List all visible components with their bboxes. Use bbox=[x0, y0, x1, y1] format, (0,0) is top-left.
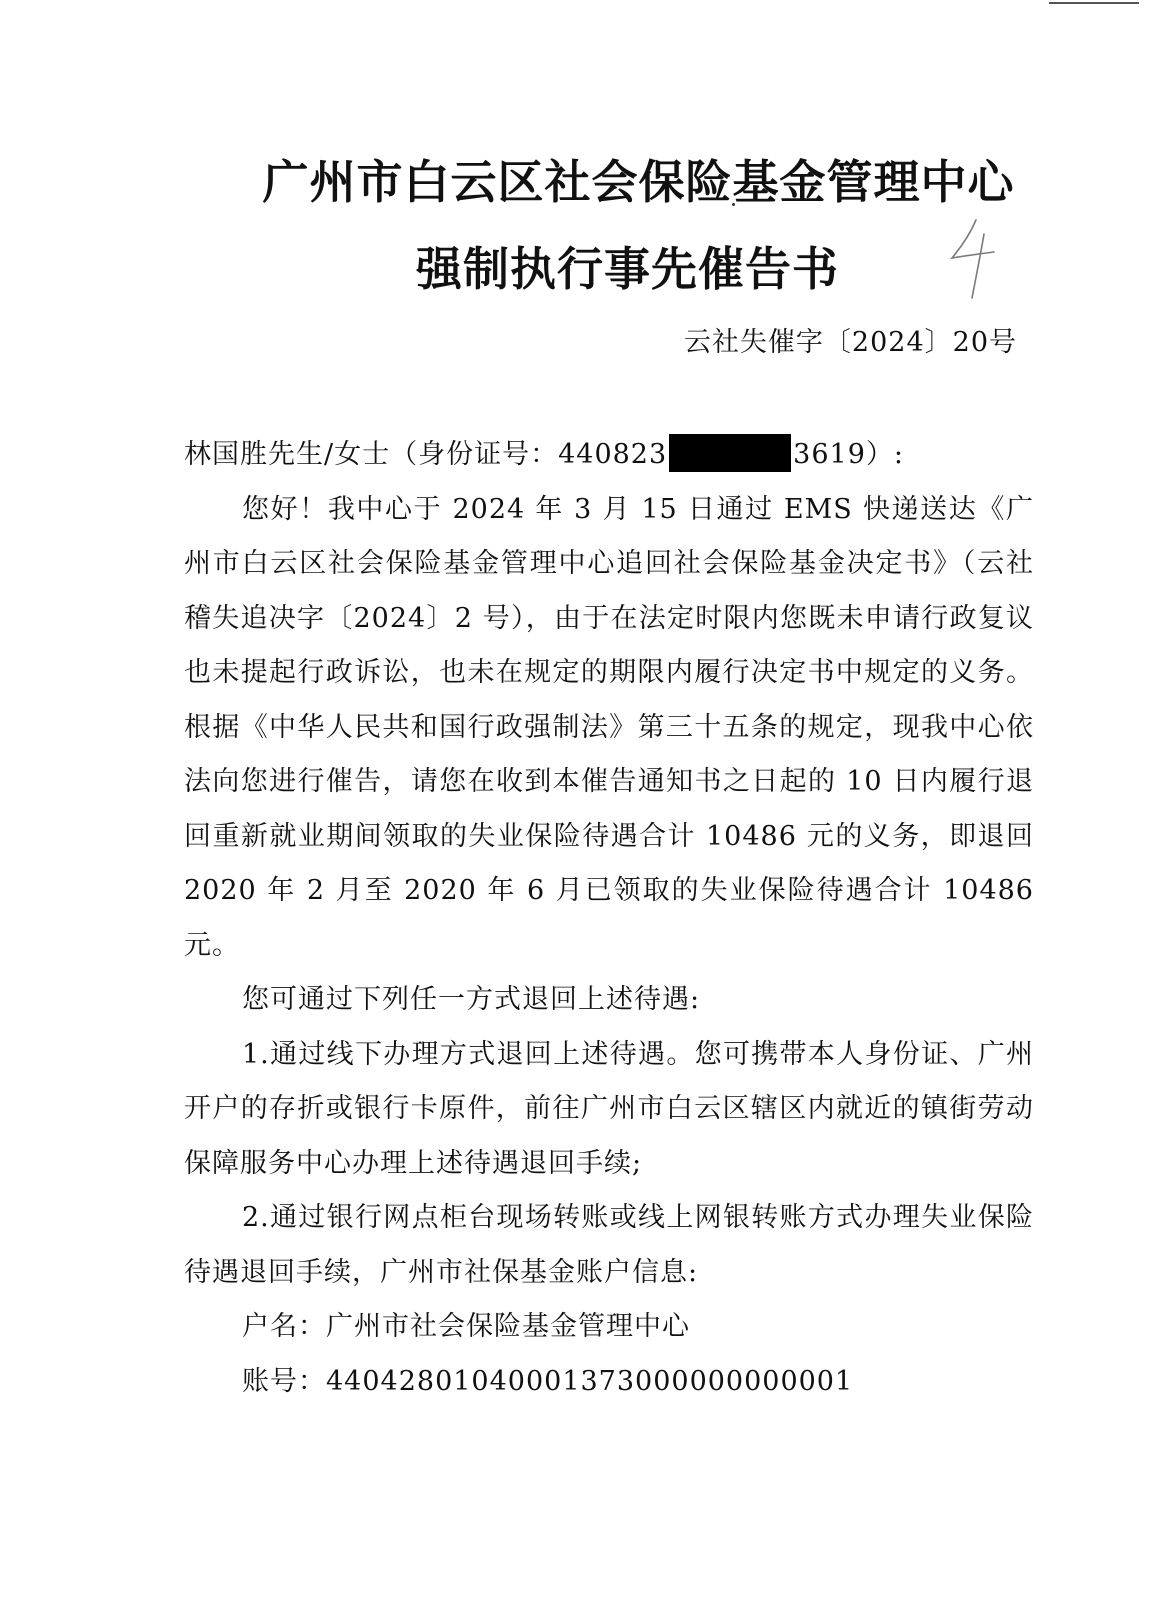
document-title-org: 广州市白云区社会保险基金管理中心 bbox=[262, 155, 1015, 209]
account-number: 账号：44042801040001373000000000001 bbox=[242, 1365, 854, 1397]
paragraph-notice: 您好！我中心于 2024 年 3 月 15 日通过 EMS 快递送达《广州市白云区社会保险基金管理中心追回社会保险基金决定书》（云社稽失追决字〔2024〕2 号），由于在法定时限内您既未申请行政复议也未提起行政诉讼，也未在规定的期限内履行决定书中规定的义务。根据《中华人民共和国行政强制法》第三十五条的规定，现我中心依法向您进行催告，请您在收到本催告通知书之日起的 10 日内履行退回重新就业期间领取的失业保险待遇合计 10486 元的义务，即退回 2020 年 2 月至 2020 年 6 月已领取的失业保险待遇合计 10486 元。 bbox=[184, 493, 1034, 961]
paragraph-methods-intro: 您可通过下列任一方式退回上述待遇: bbox=[242, 984, 701, 1015]
paragraph-method-offline: 1.通过线下办理方式退回上述待遇。您可携带本人身份证、广州开户的存折或银行卡原件，前往广州市白云区辖区内就近的镇街劳动保障服务中心办理上述待遇退回手续; bbox=[184, 1038, 1034, 1179]
id-redaction-box bbox=[669, 434, 791, 472]
id-suffix: 3619）: bbox=[793, 439, 904, 470]
salutation-line bbox=[184, 428, 1034, 483]
recipient-name-and-id-prefix: 林国胜先生/女士（身份证号：440823 bbox=[184, 439, 668, 470]
scan-edge-mark bbox=[1049, 2, 1139, 4]
document-number: 云社失催字〔2024〕20号 bbox=[683, 327, 1017, 358]
document-title-type: 强制执行事先催告书 bbox=[416, 242, 839, 296]
document-body bbox=[184, 428, 1034, 1409]
paragraph-method-bank: 2.通过银行网点柜台现场转账或线上网银转账方式办理失业保险待遇退回手续，广州市社保基金账户信息: bbox=[184, 1202, 1034, 1288]
account-name: 户名：广州市社会保险基金管理中心 bbox=[242, 1311, 690, 1342]
